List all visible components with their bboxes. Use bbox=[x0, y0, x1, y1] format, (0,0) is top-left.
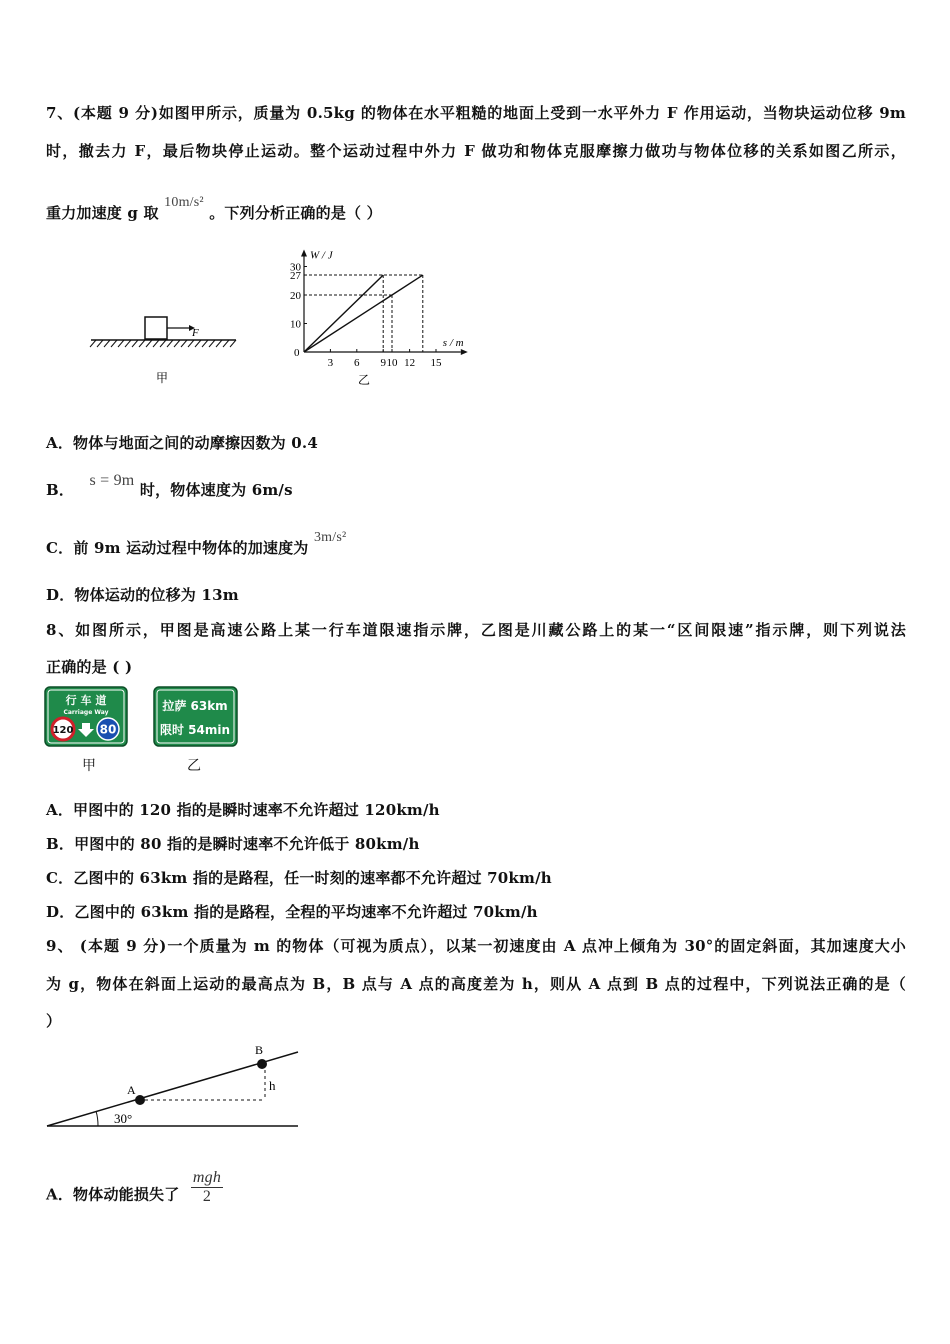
q9-text-line-1: 9、 (本题 9 分)一个质量为 m 的物体（可视为质点），以某一初速度由 A 点冲上倾角为 30°的固定斜面，其加速度大小 bbox=[46, 937, 906, 955]
sign-yi-time-limit: 限时 54min bbox=[159, 723, 231, 737]
q7-text-question: 。下列分析正确的是（ ） bbox=[209, 204, 382, 222]
q7-option-b bbox=[46, 472, 293, 500]
q9-incline-figure bbox=[44, 1040, 304, 1136]
hatch-mark bbox=[111, 340, 117, 347]
y-axis-label: W / J bbox=[310, 249, 333, 262]
point-a bbox=[135, 1095, 145, 1105]
q8-sign-jia bbox=[44, 686, 130, 776]
x-tick-label: 10 bbox=[386, 357, 398, 369]
y-tick-label: 10 bbox=[290, 318, 301, 331]
hatch-mark bbox=[174, 340, 180, 347]
hatch-mark bbox=[139, 340, 145, 347]
hatch-mark bbox=[195, 340, 201, 347]
sign-jia-subtitle: Carriage Way bbox=[63, 709, 109, 716]
point-b bbox=[257, 1059, 267, 1069]
hatch-mark bbox=[216, 340, 222, 347]
origin-label: 0 bbox=[294, 347, 300, 359]
q7-figure-jia bbox=[86, 310, 246, 390]
y-tick-label: 20 bbox=[290, 290, 301, 302]
x-axis-label: s / m bbox=[442, 337, 464, 349]
label-a: A bbox=[127, 1083, 136, 1097]
hatch-mark bbox=[97, 340, 103, 347]
hatch-mark bbox=[125, 340, 131, 347]
force-label: F bbox=[192, 327, 199, 339]
caption-jia: 甲 bbox=[156, 371, 169, 385]
hatch-mark bbox=[118, 340, 124, 347]
q8-option-c: C．乙图中的 63km 指的是路程，任一时刻的速率都不允许超过 70km/h bbox=[46, 869, 552, 887]
y-axis-arrow bbox=[301, 250, 307, 257]
q7-gravity-value: 10m/s² bbox=[164, 195, 204, 210]
q9-text-line-3: ） bbox=[46, 1012, 62, 1030]
min-speed-value: 80 bbox=[99, 722, 117, 737]
hatch-mark bbox=[188, 340, 194, 347]
hatch-mark bbox=[167, 340, 173, 347]
q9-option-a-prefix: A．物体动能损失了 bbox=[46, 1185, 180, 1204]
chart-series-group bbox=[304, 275, 423, 352]
y-tick-label: 27 bbox=[290, 270, 301, 283]
fraction-numerator: mgh bbox=[192, 1169, 222, 1186]
caption-yi: 乙 bbox=[358, 373, 371, 387]
q8-sign-yi bbox=[153, 686, 239, 776]
hatch-mark bbox=[160, 340, 166, 347]
x-tick-label: 9 bbox=[380, 357, 386, 369]
q7-option-a: A．物体与地面之间的动摩擦因数为 0.4 bbox=[46, 434, 318, 452]
q7-option-c bbox=[46, 530, 347, 558]
hatch-mark bbox=[146, 340, 152, 347]
angle-arc bbox=[96, 1111, 98, 1126]
y-tick-label: 30 bbox=[290, 261, 301, 274]
hatch-mark bbox=[153, 340, 159, 347]
q7-text-line-3 bbox=[46, 195, 382, 223]
hatch-mark bbox=[90, 340, 96, 347]
label-b: B bbox=[255, 1043, 264, 1057]
q7-text-line-1: 7、(本题 9 分)如图甲所示，质量为 0.5kg 的物体在水平粗糙的地面上受到一水平外力 F 作用运动，当物块运动位移 9m bbox=[46, 104, 906, 122]
ground-hatching bbox=[90, 340, 236, 347]
series-line bbox=[304, 275, 423, 352]
x-tick-label: 15 bbox=[430, 357, 442, 369]
series-line bbox=[304, 275, 383, 352]
sign-yi-distance: 拉萨 63km bbox=[162, 699, 228, 713]
q9-option-a bbox=[46, 1169, 223, 1214]
q8-option-b: B．甲图中的 80 指的是瞬时速率不允许低于 80km/h bbox=[46, 835, 420, 853]
hatch-mark bbox=[209, 340, 215, 347]
q7-text-line-2: 时，撤去力 F，最后物块停止运动。整个运动过程中外力 F 做功和物体克服摩擦力做功与物体位移的关系如图乙所示， bbox=[46, 142, 906, 160]
sign-yi-board bbox=[154, 687, 237, 746]
q8-text-line-1: 8、如图所示，甲图是高速公路上某一行车道限速指示牌，乙图是川藏公路上的某一“区间限速”指示牌，则下列说法 bbox=[46, 621, 906, 639]
q7-option-c-math: 3m/s² bbox=[313, 530, 347, 545]
angle-label: 30° bbox=[114, 1111, 133, 1126]
hatch-mark bbox=[202, 340, 208, 347]
hatch-mark bbox=[132, 340, 138, 347]
label-h: h bbox=[269, 1078, 276, 1093]
hatch-mark bbox=[230, 340, 236, 347]
caption-sign-yi: 乙 bbox=[187, 758, 201, 774]
hatch-mark bbox=[181, 340, 187, 347]
q7-text-gravity: 重力加速度 g 取 bbox=[46, 204, 159, 222]
q8-option-a: A．甲图中的 120 指的是瞬时速率不允许超过 120km/h bbox=[46, 801, 440, 819]
x-tick-label: 3 bbox=[327, 357, 334, 369]
q8-option-d: D．乙图中的 63km 指的是路程，全程的平均速率不允许超过 70km/h bbox=[46, 903, 538, 921]
q7-chart-yi bbox=[280, 242, 480, 388]
block bbox=[145, 317, 167, 339]
fraction-denominator: 2 bbox=[202, 1188, 212, 1205]
sign-jia-title: 行 车 道 bbox=[65, 694, 107, 707]
max-speed-value: 120 bbox=[52, 725, 74, 736]
q9-option-a-fraction bbox=[191, 1169, 223, 1206]
q8-text-line-2: 正确的是 ( ) bbox=[46, 658, 133, 676]
q7-option-b-math: s = 9m bbox=[89, 472, 135, 489]
q7-option-b-suffix: 时，物体速度为 6m/s bbox=[139, 481, 293, 499]
x-tick-label: 6 bbox=[354, 357, 360, 369]
x-axis-arrow bbox=[461, 349, 468, 355]
q7-option-d: D．物体运动的位移为 13m bbox=[46, 586, 239, 604]
hatch-mark bbox=[223, 340, 229, 347]
q7-option-b-prefix: B． bbox=[46, 481, 75, 499]
hatch-mark bbox=[104, 340, 110, 347]
q9-text-line-2: 为 g，物体在斜面上运动的最高点为 B，B 点与 A 点的高度差为 h，则从 A 点到 B 点的过程中，下列说法正确的是（ bbox=[46, 975, 906, 993]
caption-sign-jia: 甲 bbox=[82, 758, 96, 774]
x-tick-label: 12 bbox=[404, 357, 416, 369]
q7-option-c-prefix: C．前 9m 运动过程中物体的加速度为 bbox=[46, 539, 309, 557]
